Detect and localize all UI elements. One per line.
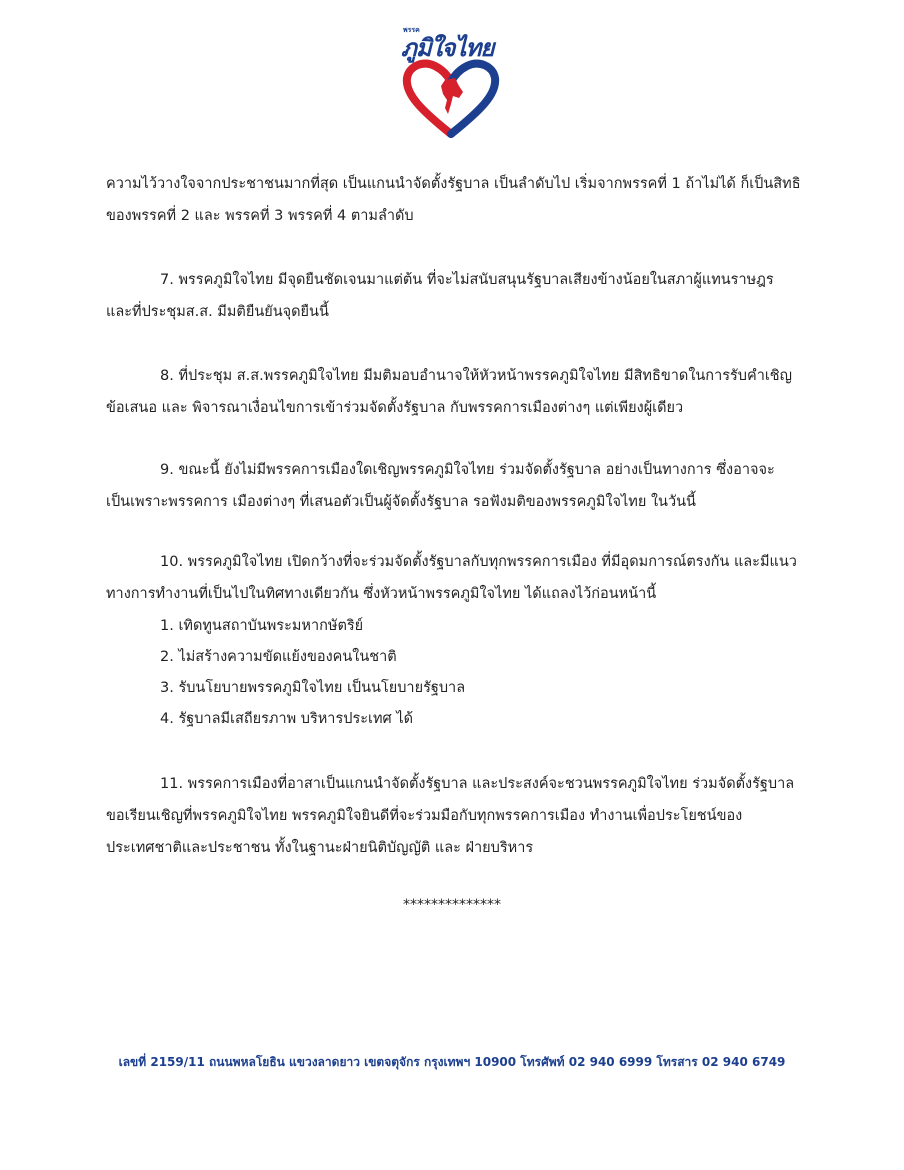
paragraph-10: [106, 546, 826, 610]
paragraph-6: [106, 168, 826, 232]
paragraph-line: 11. พรรคการเมืองที่อาสาเป็นแกนนำจัดตั้งรัฐบาล และประสงค์จะชวนพรรคภูมิใจไทย ร่วมจัดตั้งรัฐบาล: [160, 776, 795, 792]
paragraph-line: ทางการทำงานที่เป็นไปในทิศทางเดียวกัน ซึ่งหัวหน้าพรรคภูมิใจไทย ได้แถลงไว้ก่อนหน้านี้: [106, 586, 657, 602]
paragraph-line: 10. พรรคภูมิใจไทย เปิดกว้างที่จะร่วมจัดตั้งรัฐบาลกับทุกพรรคการเมือง ที่มีอุดมการณ์ตรงกัน และมีแนว: [160, 554, 797, 570]
separator-stars: **************: [403, 897, 501, 913]
paragraph-8: [106, 360, 826, 424]
list-item: 2. ไม่สร้างความขัดแย้งของคนในชาติ: [160, 649, 397, 665]
paragraph-line: เป็นเพราะพรรคการ เมืองต่างๆ ที่เสนอตัวเป็นผู้จัดตั้งรัฐบาล รอฟังมติของพรรคภูมิใจไทย ในวันนี้: [106, 494, 696, 510]
paragraph-11: [106, 768, 826, 864]
paragraph-line: ขอเรียนเชิญที่พรรคภูมิใจไทย พรรคภูมิใจยินดีที่จะร่วมมือกับทุกพรรคการเมือง ทำงานเพื่อประโยชน์ของ: [106, 808, 743, 824]
paragraph-9: [106, 454, 826, 518]
list-item: 4. รัฐบาลมีเสถียรภาพ บริหารประเทศ ได้: [160, 711, 414, 727]
paragraph-line: และที่ประชุมส.ส. มีมติยืนยันจุดยืนนี้: [106, 304, 329, 320]
paragraph-line: ของพรรคที่ 2 และ พรรคที่ 3 พรรคที่ 4 ตามลำดับ: [106, 208, 414, 224]
logo-party-name: ภูมิใจไทย: [401, 34, 494, 62]
paragraph-line: 7. พรรคภูมิใจไทย มีจุดยืนชัดเจนมาแต่ต้น ที่จะไม่สนับสนุนรัฐบาลเสียงข้างน้อยในสภาผู้แทนราษฎร: [160, 272, 774, 288]
paragraph-line: ข้อเสนอ และ พิจารณาเงื่อนไขการเข้าร่วมจัดตั้งรัฐบาล กับพรรคการเมืองต่างๆ แต่เพียงผู้เดียว: [106, 400, 684, 416]
paragraph-line: ประเทศชาติและประชาชน ทั้งในฐานะฝ่ายนิติบัญญัติ และ ฝ่ายบริหาร: [106, 840, 534, 856]
party-logo: [395, 22, 507, 140]
footer-address: เลขที่ 2159/11 ถนนพหลโยธิน แขวงลาดยาว เขตจตุจักร กรุงเทพฯ 10900 โทรศัพท์ 02 940 6999 โทรสาร 02 940 6749: [118, 1055, 786, 1069]
heart-map-icon: [401, 58, 501, 138]
list-item: 1. เทิดทูนสถาบันพระมหากษัตริย์: [160, 618, 364, 634]
paragraph-7: [106, 264, 826, 328]
paragraph-line: ความไว้วางใจจากประชาชนมากที่สุด เป็นแกนนำจัดตั้งรัฐบาล เป็นลำดับไป เริ่มจากพรรคที่ 1 ถ้าไม่ได้ ก็เป็นสิทธิ: [106, 176, 801, 192]
paragraph-line: 8. ที่ประชุม ส.ส.พรรคภูมิใจไทย มีมติมอบอำนาจให้หัวหน้าพรรคภูมิใจไทย มีสิทธิขาดในการรับคำเชิญ: [160, 368, 793, 384]
paragraph-line: 9. ขณะนี้ ยังไม่มีพรรคการเมืองใดเชิญพรรคภูมิใจไทย ร่วมจัดตั้งรัฐบาล อย่างเป็นทางการ ซึ่งอาจจะ: [160, 462, 775, 478]
list-item: 3. รับนโยบายพรรคภูมิใจไทย เป็นนโยบายรัฐบาล: [160, 680, 466, 696]
logo-party-small-text: พรรค: [403, 26, 420, 34]
